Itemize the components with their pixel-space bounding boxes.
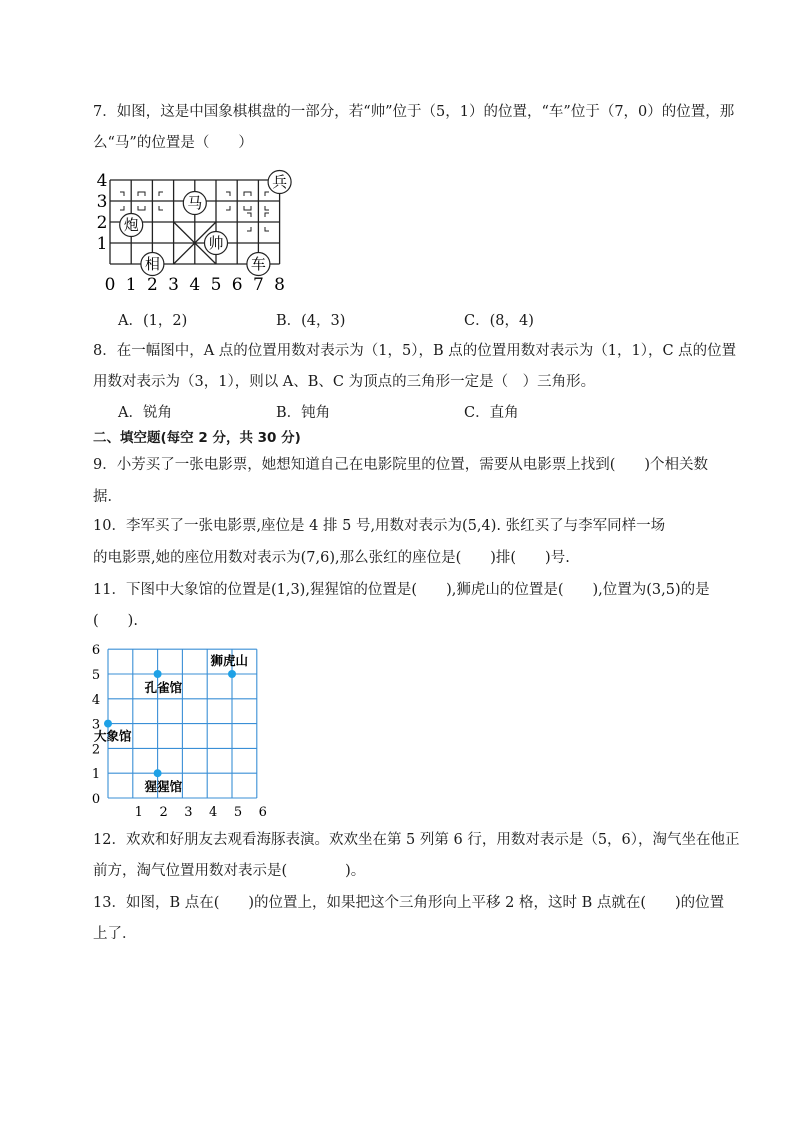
q8-text-line2: 用数对表示为（3，1），则以 A、B、C 为顶点的三角形一定是（ ）三角形。 [93,374,596,390]
chess-piece-ma [183,192,206,215]
x-tick-label: 3 [184,805,193,820]
x-label: 2 [146,275,158,295]
q9-text-line2: 据． [93,489,122,505]
x-label: 6 [231,275,243,295]
q11-text-line1: 11．下图中大象馆的位置是(1,3),猩猩馆的位置是( ),狮虎山的位置是( ),位置为(3,5)的是 [93,582,710,598]
x-label: 7 [252,275,264,295]
q10-text-line2: 的电影票,她的座位用数对表示为(7,6),那么张红的座位是( )排( )号. [93,550,570,566]
x-label: 5 [210,275,222,295]
x-tick-label: 5 [233,805,243,820]
piece-label: 兵 [272,173,288,191]
y-tick-label: 0 [91,792,101,807]
x-tick-label: 6 [258,805,267,820]
map-point [228,670,236,678]
piece-label: 相 [144,255,160,273]
zoo-grid-map [90,643,280,821]
map-point-label: 孔雀馆 [144,680,183,695]
y-tick-label: 2 [91,742,101,758]
q12-text-line1: 12．欢欢和好朋友去观看海豚表演。欢欢坐在第 5 列第 6 行，用数对表示是（5，6），淘气坐在他正 [93,832,740,848]
q9-text-line1: 9．小芳买了一张电影票，她想知道自己在电影院里的位置，需要从电影票上找到( )个相关数 [93,457,709,473]
x-tick-label: 2 [159,805,168,820]
chess-piece-pao [120,214,143,237]
y-tick-label: 4 [91,692,101,708]
chess-piece-bing [268,171,291,194]
chess-piece-ju [247,253,270,276]
x-tick-label: 4 [209,805,218,820]
y-tick-label: 5 [91,668,101,683]
q8-text-line1: 8．在一幅图中，A 点的位置用数对表示为（1，5），B 点的位置用数对表示为（1，1），C 点的位置 [93,343,737,359]
map-point-label: 大象馆 [94,728,132,744]
y-label: 2 [96,213,108,233]
piece-label: 车 [250,255,266,273]
x-label: 4 [189,275,201,295]
chess-board-figure [93,168,308,296]
q13-text-line1: 13．如图，B 点在( )的位置上，如果把这个三角形向上平移 2 格，这时 B 点就在( )的位置 [93,895,725,911]
y-label: 1 [96,234,108,254]
q7-option-b: B．(4，3) [276,313,346,329]
q7-text-line1: 7．如图，这是中国象棋棋盘的一部分，若“帅”位于（5，1）的位置，“车”位于（7，0）的位置，那 [93,104,735,120]
x-label: 3 [168,275,180,295]
y-tick-label: 6 [91,643,101,659]
x-label: 8 [274,275,286,295]
q8-option-b: B．钝角 [276,405,331,421]
chess-piece-xiang [141,253,164,276]
piece-label: 炮 [123,216,139,234]
y-tick-label: 3 [91,717,101,733]
chess-piece-shuai [205,232,228,255]
q8-option-c: C．直角 [464,405,519,421]
x-label: 0 [104,275,116,295]
x-label: 1 [125,275,137,295]
map-point [104,720,112,728]
chess-y-axis-labels [97,171,108,254]
x-tick-label: 1 [134,805,143,820]
q13-text-line2: 上了． [93,926,137,942]
q7-option-c: C．(8，4) [464,313,534,329]
map-point-label: 狮虎山 [210,653,248,668]
map-point [154,670,162,678]
y-label: 4 [96,171,108,191]
piece-label: 帅 [208,234,224,252]
q7-text-line2: 么“马”的位置是（ ） [93,135,253,151]
y-tick-label: 1 [91,767,101,783]
section-title: 二、填空题(每空 2 分，共 30 分) [93,430,301,446]
q10-text-line1: 10．李军买了一张电影票,座位是 4 排 5 号,用数对表示为(5,4). 张红买了与李军同样一场 [93,518,666,534]
q8-option-a: A．锐角 [118,405,172,421]
chess-x-axis-labels [105,275,285,295]
map-point-label: 猩猩馆 [144,779,183,795]
q7-option-a: A．(1，2) [118,313,188,329]
map-point [154,769,162,777]
q12-text-line2: 前方，淘气位置用数对表示是( )。 [93,863,366,879]
y-label: 3 [96,192,108,212]
q11-text-line2: ( ). [93,613,138,629]
piece-label: 马 [187,194,203,212]
